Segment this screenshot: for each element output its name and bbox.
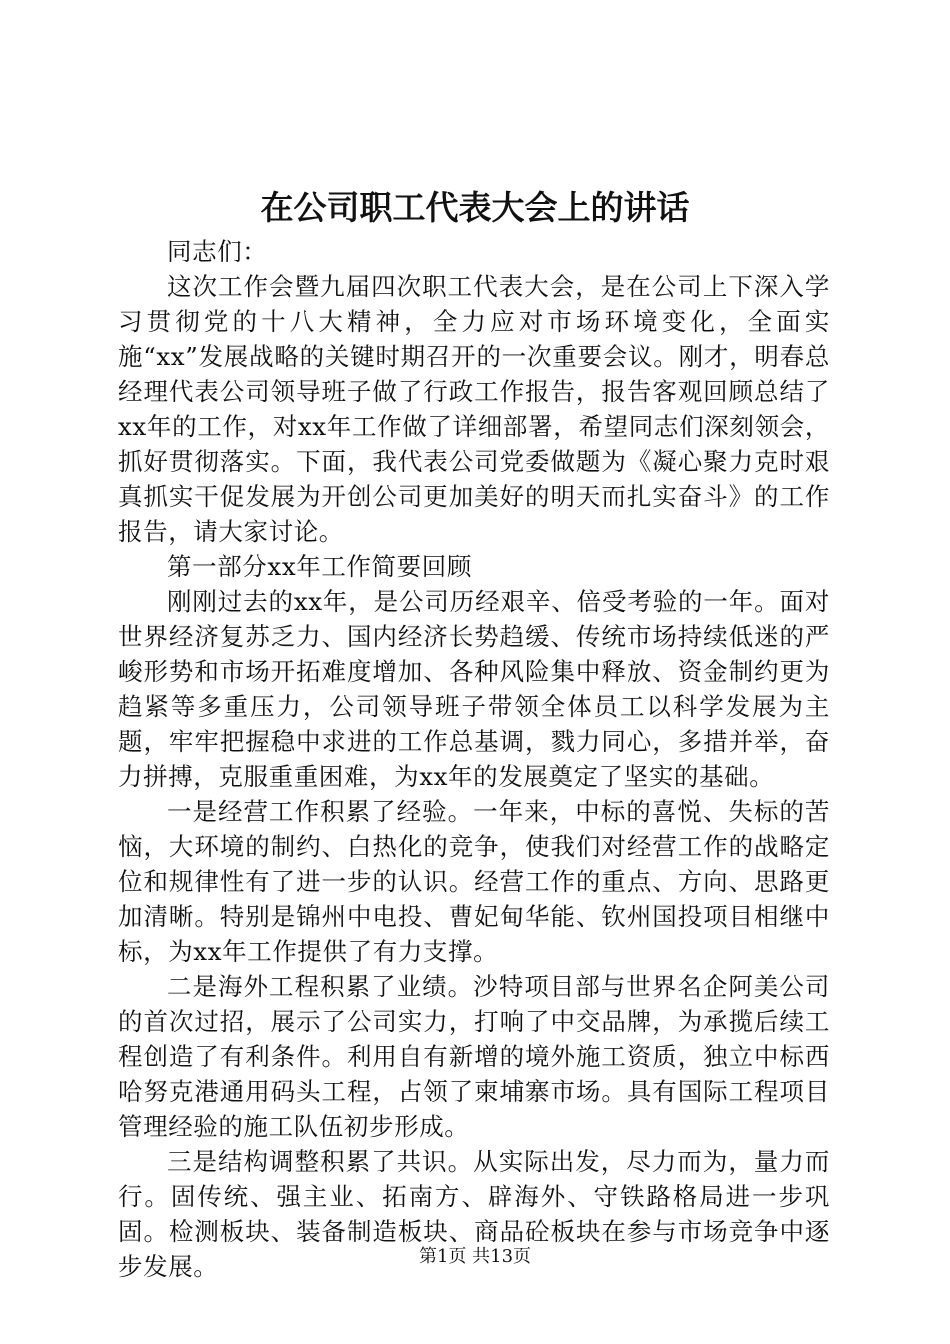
review-paragraph: 刚刚过去的xx年，是公司历经艰辛、倍受考验的一年。面对世界经济复苏乏力、国内经济长势趋缓、传统市场持续低迷的严峻形势和市场开拓难度增加、各种风险集中释放、资金制约更为趋紧等多重压力，公司领导班子带领全体员工以科学发展为主题，牢牢把握稳中求进的工作总基调，戮力同心，多措并举，奋力拼搏，克服重重困难，为xx年的发展奠定了坚实的基础。 [118, 587, 830, 791]
point-one-paragraph: 一是经营工作积累了经验。一年来，中标的喜悦、失标的苦恼，大环境的制约、白热化的竞争，使我们对经营工作的战略定位和规律性有了进一步的认识。经营工作的重点、方向、思路更加清晰。特别是锦州中电投、曹妃甸华能、钦州国投项目相继中标，为xx年工作提供了有力支撑。 [118, 797, 830, 966]
document-body [118, 234, 830, 1284]
section-heading: 第一部分xx年工作简要回顾 [167, 552, 472, 581]
salutation-paragraph: 同志们： [167, 237, 268, 266]
point-two-paragraph: 二是海外工程积累了业绩。沙特项目部与世界名企阿美公司的首次过招，展示了公司实力，打响了中交品牌，为承揽后续工程创造了有利条件。利用自有新增的境外施工资质，独立中标西哈努克港通用码头工程，占领了柬埔寨市场。具有国际工程项目管理经验的施工队伍初步形成。 [118, 972, 830, 1141]
point-three-paragraph: 三是结构调整积累了共识。从实际出发，尽力而为，量力而行。固传统、强主业、拓南方、辟海外、守铁路格局进一步巩固。检测板块、装备制造板块、商品砼板块在参与市场竞争中逐步发展。 [118, 1147, 830, 1281]
intro-paragraph: 这次工作会暨九届四次职工代表大会，是在公司上下深入学习贯彻党的十八大精神，全力应对市场环境变化，全面实施“xx”发展战略的关键时期召开的一次重要会议。刚才，明春总经理代表公司领导班子做了行政工作报告，报告客观回顾总结了xx年的工作，对xx年工作做了详细部署，希望同志们深刻领会，抓好贯彻落实。下面，我代表公司党委做题为《凝心聚力克时艰真抓实干促发展为开创公司更加美好的明天而扎实奋斗》的工作报告，请大家讨论。 [118, 272, 830, 546]
page-footer: 第1页 共13页 [418, 1246, 532, 1267]
document-title: 在公司职工代表大会上的讲话 [260, 188, 690, 227]
